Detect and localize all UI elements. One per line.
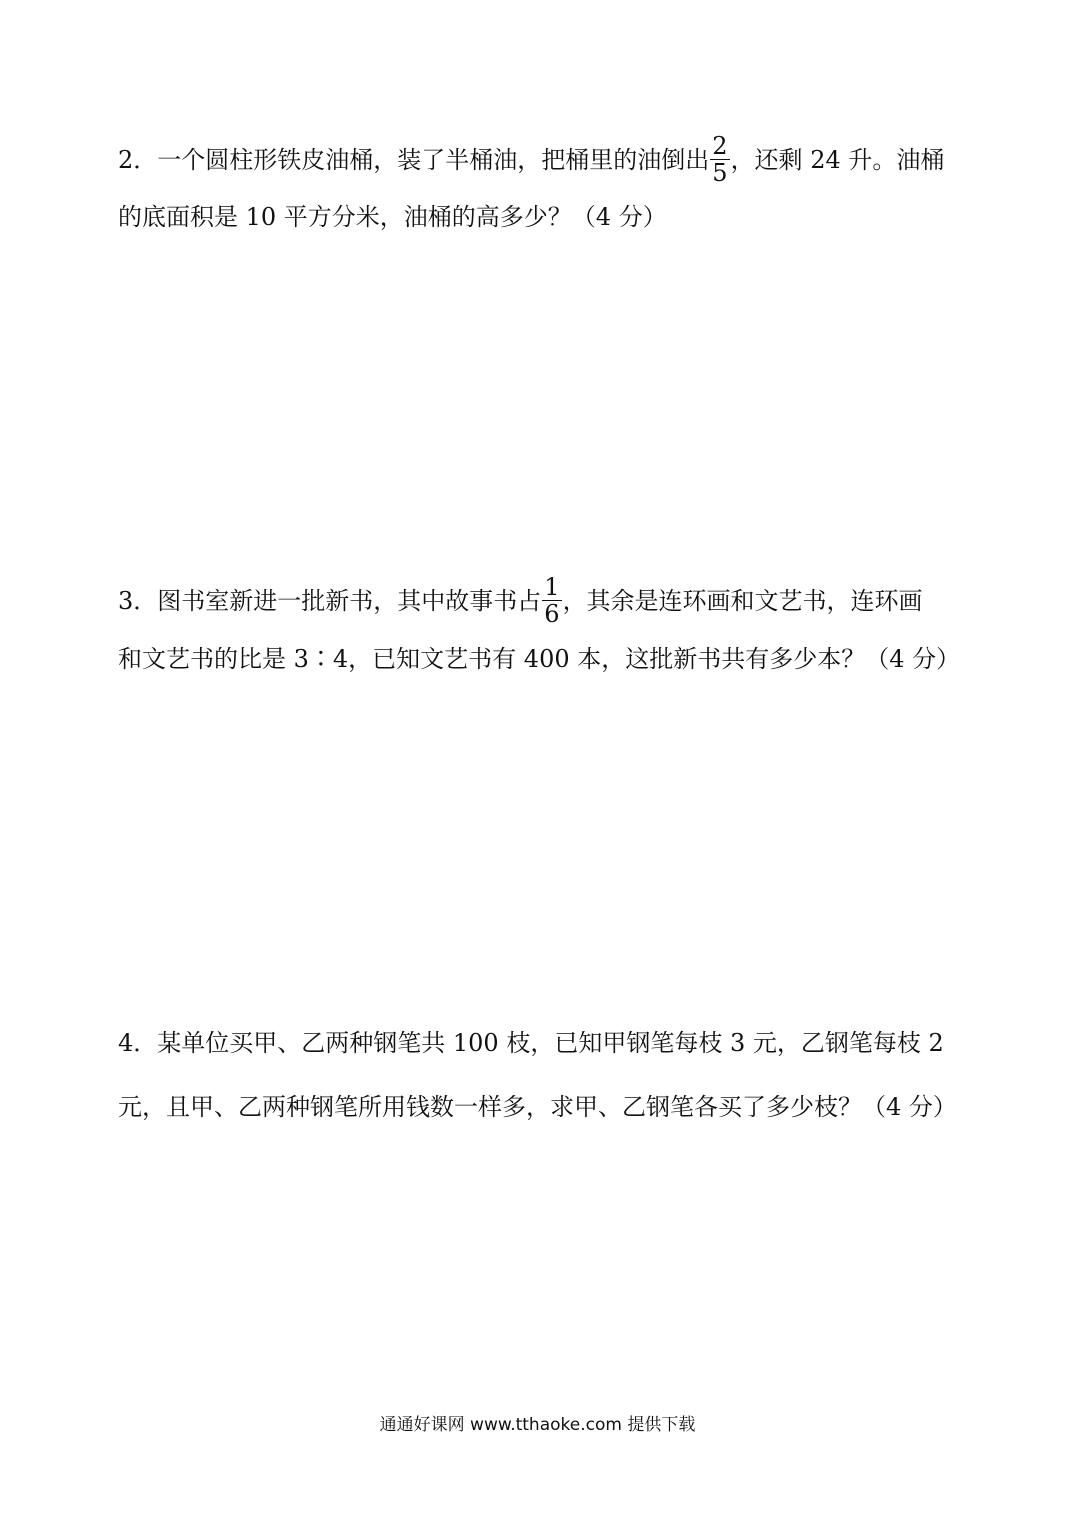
problem-2-text-after-fraction: ，还剩 24 升。油桶 — [730, 146, 945, 174]
fraction-denominator: 6 — [544, 600, 560, 628]
problem-2-line-2: 的底面积是 10 平方分米，油桶的高多少？（4 分） — [118, 203, 667, 231]
fraction-two-fifths — [710, 133, 729, 186]
problem-2-text-before-fraction: 2．一个圆柱形铁皮油桶，装了半桶油，把桶里的油倒出 — [118, 146, 710, 174]
problem-3-text-after-fraction: ，其余是连环画和文艺书，连环画 — [562, 587, 923, 615]
page-footer: 通通好课网 www.tthaoke.com 提供下载 — [379, 1415, 696, 1435]
problem-3-line-1 — [118, 573, 923, 629]
fraction-one-sixth — [542, 574, 561, 627]
fraction-numerator: 1 — [544, 573, 560, 601]
problem-2-line-1 — [118, 132, 945, 188]
problem-4-line-2: 元，且甲、乙两种钢笔所用钱数一样多，求甲、乙钢笔各买了多少枝？（4 分） — [118, 1093, 957, 1121]
problem-3-text-before-fraction: 3．图书室新进一批新书，其中故事书占 — [118, 587, 542, 615]
fraction-numerator: 2 — [712, 132, 728, 160]
problem-3-line-2: 和文艺书的比是 3∶4，已知文艺书有 400 本，这批新书共有多少本？（4 分） — [118, 645, 961, 673]
fraction-denominator: 5 — [712, 159, 728, 187]
problem-4-line-1: 4．某单位买甲、乙两种钢笔共 100 枝，已知甲钢笔每枝 3 元，乙钢笔每枝 2 — [118, 1029, 944, 1057]
